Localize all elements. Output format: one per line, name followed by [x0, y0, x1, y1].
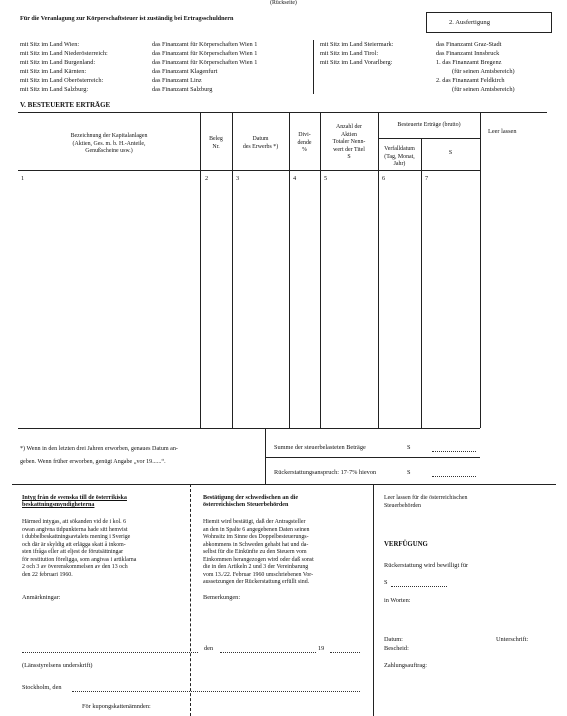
col-divider — [232, 112, 233, 428]
office-name: das Finanzamt Linz — [152, 77, 202, 84]
place-date-field[interactable] — [72, 691, 360, 692]
refund-approval-label: Rückerstattung wird bewilligt für — [384, 562, 469, 569]
sum-value-field[interactable] — [432, 451, 476, 452]
copy-label: 2. Ausfertigung — [449, 19, 491, 26]
office-state: mit Sitz im Land Niederösterreich: — [20, 50, 108, 57]
approval-currency: S — [384, 579, 388, 586]
sum-divider — [265, 457, 480, 458]
col-number: 3 — [236, 175, 240, 182]
header-leer-lassen: Leer lassen — [488, 128, 517, 135]
footnote: *) Wenn in den letzten drei Jahren erworben, genaues Datum an- geben. Wenn früher erworben, genügt Angabe „vor 19......“. — [20, 446, 178, 465]
date-label: Datum: — [384, 636, 403, 643]
office-state: mit Sitz im Land Oberösterreich: — [20, 77, 104, 84]
swedish-remarks-label: Anmärkningar: — [22, 594, 61, 601]
bottom-divider — [190, 484, 191, 716]
refund-label: Rückerstattungsanspruch: 17·7% hievon — [274, 469, 377, 476]
bottom-section-border — [12, 484, 556, 485]
col-number: 4 — [293, 175, 297, 182]
office-state: mit Sitz im Land Burgenland: — [20, 59, 96, 66]
place-label: Stockholm, den — [22, 684, 62, 691]
confirmation-text: Hiemit wird bestätigt, daß der Antragsteller an den in Spalte 6 angegebenen Daten seinen Wohnsitz im Sinne des Doppelbesteuerungs- abkommens in Schweden gehabt hat und da- selbst für die Einkünfte zu den Steuern vom Einkommen herangezogen wird oder daß sonst die in den Artikeln 2 und 3 der Vereinbarung vom 13./22. Februar 1960 umschriebenen Vor- aussetzungen der Rückerstattung erfüllt sind. — [203, 519, 314, 586]
col-number: 1 — [21, 175, 25, 182]
office-state: mit Sitz im Land Wien: — [20, 41, 80, 48]
office-state: mit Sitz im Land Vorarlberg: — [320, 59, 393, 66]
payment-label: Zahlungsauftrag: — [384, 662, 428, 669]
col-divider — [200, 112, 201, 428]
office-name: das Finanzamt Graz-Stadt — [436, 41, 502, 48]
office-name: das Finanzamt Salzburg — [152, 86, 213, 93]
col-number: 5 — [324, 175, 328, 182]
sum-label: Summe der steuerbelasteten Beträge — [274, 444, 366, 451]
office-state: mit Sitz im Land Steiermark: — [320, 41, 394, 48]
bottom-divider — [373, 484, 374, 716]
table-top-border — [18, 112, 547, 113]
swedish-signature-line[interactable] — [22, 652, 198, 653]
signature-label: Unterschrift: — [496, 636, 529, 643]
coupon-label: För kupongskattenämnden: — [82, 703, 151, 710]
office-state: mit Sitz im Land Kärnten: — [20, 68, 87, 75]
decision-label: Bescheid: — [384, 645, 409, 652]
date-field[interactable] — [220, 652, 316, 653]
table-bottom-border — [18, 428, 480, 429]
den-label: den — [204, 645, 214, 652]
header-datum: Datum des Erwerbs *) — [242, 136, 279, 150]
col-divider — [421, 138, 422, 428]
copy-box — [426, 12, 552, 33]
offices-divider — [313, 40, 314, 94]
office-name: das Finanzamt für Körperschaften Wien 1 — [152, 50, 258, 57]
footnote-divider — [265, 428, 266, 484]
page-reference: (Rückseite) — [270, 0, 297, 6]
col-number: 7 — [425, 175, 429, 182]
verfuegung-title: VERFÜGUNG — [384, 541, 428, 548]
swedish-text: Härmed intygas, att sökanden vid de i kol. 6 owan angivna tidpunkterna hade sitt hemvist i dubbelbeskattningsavtalets mening i Sverige och där är skyldig att erlägga skatt å inkom- sten ifråga eller att eljest de förutsättningar för restitution föreligga, som angivas i artiklarna 2 och 3 av överenskommelsen av den 13 och den 22 februari 1960. — [22, 519, 137, 578]
header-anzahl: Anzahl der Aktien Totaler Nenn- wert der Titel S — [332, 124, 366, 161]
header-dividende: Divi- dende % — [297, 132, 312, 154]
swedish-title: Intyg från de svenska till de österrikiska beskattningsmyndigheterna — [22, 495, 127, 509]
refund-value-field[interactable] — [432, 476, 476, 477]
col-number: 2 — [205, 175, 209, 182]
office-state: mit Sitz im Land Tirol: — [320, 50, 379, 57]
intro-text: Für die Veranlagung zur Körperschaftsteuer ist zuständig bei Ertragsschuldnern — [20, 15, 234, 22]
header-verfalldatum: Verfalldatum (Tag, Monat, Jahr) — [384, 146, 415, 168]
col-divider — [289, 112, 290, 428]
office-name: das Finanzamt Innsbruck — [436, 50, 500, 57]
office-name: 1. das Finanzamt Bregenz — [436, 59, 502, 66]
col-number: 6 — [382, 175, 386, 182]
group-header-border — [378, 138, 480, 139]
sum-currency: S — [407, 444, 411, 451]
year-label: 19 — [318, 645, 325, 652]
approval-amount-field[interactable] — [391, 586, 447, 587]
swedish-signature-caption: (Länsstyrelsens underskrift) — [22, 662, 93, 669]
office-name: (für seinen Amtsbereich) — [452, 86, 515, 93]
header-group: Besteuerte Erträge (brutto) — [397, 122, 461, 128]
confirmation-remarks-label: Bemerkungen: — [203, 594, 241, 601]
section-title: V. BESTEUERTE ERTRÄGE — [20, 101, 111, 109]
office-name: das Finanzamt für Körperschaften Wien 1 — [152, 41, 258, 48]
table-header-border — [18, 170, 480, 171]
header-beleg: Beleg Nr. — [209, 136, 223, 150]
refund-currency: S — [407, 469, 411, 476]
confirmation-title: Bestätigung der schwedischen an die österreichischen Steuerbehörden — [203, 495, 299, 509]
office-name: das Finanzamt für Körperschaften Wien 1 — [152, 59, 258, 66]
header-description: Bezeichnung der Kapitalanlagen (Aktien, Ges. m. b. H.-Anteile, Genußscheine usw.) — [70, 133, 148, 155]
office-name: (für seinen Amtsbereich) — [452, 68, 515, 75]
in-words-label: in Worten: — [384, 597, 411, 604]
col-divider — [480, 112, 481, 428]
header-betrag: S — [448, 150, 453, 156]
austrian-note: Leer lassen für die österreichischen Steuerbehörden — [384, 495, 468, 509]
office-state: mit Sitz im Land Salzburg: — [20, 86, 89, 93]
office-name: das Finanzamt Klagenfurt — [152, 68, 218, 75]
office-name: 2. das Finanzamt Feldkirch — [436, 77, 505, 84]
year-field[interactable] — [330, 652, 360, 653]
